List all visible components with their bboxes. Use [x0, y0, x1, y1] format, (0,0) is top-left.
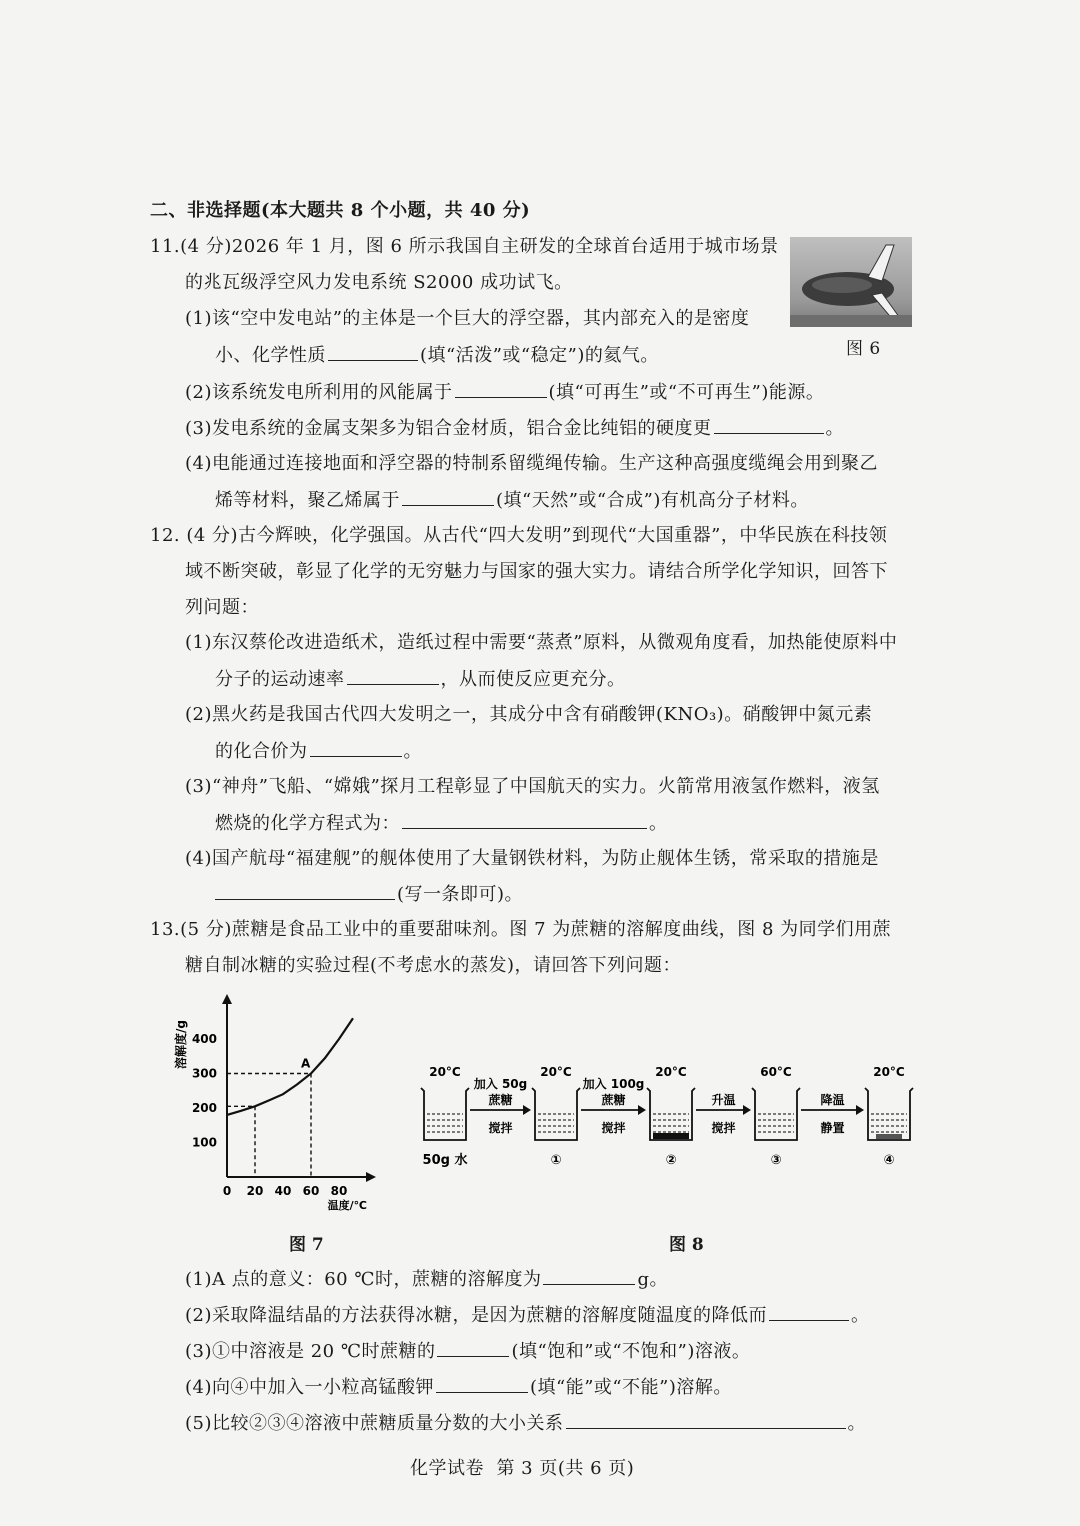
figure-8-diagram — [410, 1060, 920, 1175]
q11-line-1: 11.(4 分)2026 年 1 月，图 6 所示我国自主研发的全球首台适用于城市场景 — [150, 236, 779, 257]
beaker-temperature: 20°C — [873, 1065, 905, 1079]
q12-part4-a: (4)国产航母“福建舰”的舰体使用了大量钢铁材料，为防止舰体生锈，常采取的措施是 — [185, 848, 879, 869]
q11-part1-a: (1)该“空中发电站”的主体是一个巨大的浮空器，其内部充入的是密度 — [185, 308, 750, 329]
y-tick-label: 100 — [191, 1135, 217, 1150]
answer-blank[interactable] — [436, 1374, 528, 1393]
crystals — [876, 1134, 902, 1139]
x-tick-label: 40 — [274, 1184, 292, 1198]
y-tick-label: 400 — [191, 1032, 217, 1046]
beaker-temperature: 20°C — [540, 1065, 572, 1079]
q11-part4-a: (4)电能通过连接地面和浮空器的特制系留缆绳传输。生产这种高强度缆绳会用到聚乙 — [185, 453, 878, 474]
step-arrowhead — [743, 1105, 751, 1115]
q13-part2: (2)采取降温结晶的方法获得冰糖，是因为蔗糖的溶解度随温度的降低而 。 — [185, 1302, 870, 1329]
x-axis-arrow — [366, 1172, 376, 1182]
beaker-label: 50g 水 — [422, 1153, 468, 1168]
q11-line-2: 的兆瓦级浮空风力发电系统 S2000 成功试飞。 — [185, 272, 573, 293]
answer-blank[interactable] — [566, 1410, 846, 1429]
chart-guides — [227, 1074, 311, 1178]
chart-axes — [222, 994, 376, 1182]
q11-part1-b: 小、化学性质 (填“活泼”或“稳定”)的氦气。 — [215, 342, 659, 369]
beaker-temperature: 20°C — [655, 1065, 687, 1079]
answer-blank[interactable] — [402, 487, 494, 506]
answer-blank[interactable] — [714, 415, 824, 434]
figure-6-caption: 图 6 — [846, 339, 881, 359]
q11-part3: (3)发电系统的金属支架多为铝合金材质，铝合金比纯铝的硬度更 。 — [185, 415, 844, 442]
answer-blank[interactable] — [347, 666, 439, 685]
figure-7-chart — [165, 990, 405, 1220]
process-step — [581, 1076, 646, 1135]
beaker-label: ④ — [883, 1153, 895, 1168]
figure-6-photo — [790, 237, 912, 327]
q12-part3-b: 燃烧的化学方程式为： 。 — [215, 810, 668, 837]
step-label-bottom: 搅拌 — [711, 1121, 736, 1135]
answer-blank[interactable] — [215, 881, 395, 900]
answer-blank[interactable] — [769, 1302, 849, 1321]
q12-line-2: 域不断突破，彰显了化学的无穷魅力与国家的强大实力。请结合所学化学知识，回答下 — [185, 561, 888, 582]
step-label-bottom: 静置 — [820, 1121, 845, 1135]
q12-line-1: 12. (4 分)古今辉映，化学强国。从古代“四大发明”到现代“大国重器”，中华民族在科技领 — [150, 525, 888, 546]
step-label-top: 加入 50g — [473, 1077, 528, 1091]
beaker-label: ② — [665, 1153, 677, 1168]
beaker-label: ③ — [770, 1153, 782, 1168]
process-step — [470, 1076, 531, 1135]
step-arrowhead — [638, 1105, 646, 1115]
origin-label: 0 — [222, 1184, 232, 1198]
section-heading: 二、非选择题(本大题共 8 个小题，共 40 分) — [150, 200, 531, 221]
solubility-curve — [227, 1018, 353, 1115]
step-label-top: 降温 — [820, 1093, 845, 1107]
beaker — [865, 1065, 913, 1168]
q13-part3: (3)①中溶液是 20 ℃时蔗糖的 (填“饱和”或“不饱和”)溶液。 — [185, 1338, 750, 1365]
step-label-middle: 蔗糖 — [488, 1093, 513, 1107]
x-tick-label: 20 — [246, 1184, 264, 1198]
x-tick-label: 80 — [330, 1184, 348, 1198]
answer-blank[interactable] — [310, 738, 402, 757]
q12-line-3: 列问题： — [185, 597, 259, 618]
answer-blank[interactable] — [543, 1266, 635, 1285]
answer-blank[interactable] — [402, 810, 647, 829]
q13-part4: (4)向④中加入一小粒高锰酸钾 (填“能”或“不能”)溶解。 — [185, 1374, 732, 1401]
q11-part2: (2)该系统发电所利用的风能属于 (填“可再生”或“不可再生”)能源。 — [185, 379, 824, 406]
page-footer: 化学试卷 第 3 页(共 6 页) — [410, 1458, 635, 1479]
step-arrowhead — [856, 1105, 864, 1115]
q11-part4-b: 烯等材料，聚乙烯属于 (填“天然”或“合成”)有机高分子材料。 — [215, 487, 809, 514]
step-label-top: 升温 — [711, 1093, 736, 1107]
q12-part1-a: (1)东汉蔡伦改进造纸术，造纸过程中需要“蒸煮”原料，从微观角度看，加热能使原料中 — [185, 632, 898, 653]
beaker-temperature: 20°C — [429, 1065, 461, 1079]
point-a-label: A — [301, 1056, 311, 1071]
answer-blank[interactable] — [455, 379, 547, 398]
step-arrowhead — [523, 1105, 531, 1115]
step-label-top: 加入 100g — [582, 1077, 645, 1091]
y-axis-label: 溶解度/g — [174, 1020, 188, 1069]
undissolved-solid — [653, 1133, 689, 1139]
beaker-label: ① — [550, 1153, 562, 1168]
figure-8-caption: 图 8 — [669, 1235, 704, 1255]
figure-7-caption: 图 7 — [289, 1235, 324, 1255]
y-tick-label: 300 — [191, 1066, 217, 1081]
q12-part2-a: (2)黑火药是我国古代四大发明之一，其成分中含有硝酸钾(KNO₃)。硝酸钾中氮元素 — [185, 704, 873, 725]
beaker — [421, 1065, 469, 1168]
process-step — [801, 1092, 864, 1135]
q12-part1-b: 分子的运动速率 ，从而使反应更充分。 — [215, 666, 626, 693]
q13-line-2: 糖自制冰糖的实验过程(不考虑水的蒸发)，请回答下列问题： — [185, 955, 682, 976]
step-label-bottom: 搅拌 — [601, 1121, 626, 1135]
x-axis-label: 温度/℃ — [327, 1199, 367, 1212]
answer-blank[interactable] — [328, 342, 418, 361]
beaker — [752, 1065, 800, 1168]
q12-part4-b: (写一条即可)。 — [215, 881, 523, 908]
q12-part3-a: (3)“神舟”飞船、“嫦娥”探月工程彰显了中国航天的实力。火箭常用液氢作燃料，液氢 — [185, 776, 880, 797]
q13-part1: (1)A 点的意义：60 ℃时，蔗糖的溶解度为 g。 — [185, 1266, 668, 1293]
process-step — [696, 1092, 751, 1135]
step-label-middle: 蔗糖 — [601, 1093, 626, 1107]
q13-part5: (5)比较②③④溶液中蔗糖质量分数的大小关系 。 — [185, 1410, 866, 1437]
q13-line-1: 13.(5 分)蔗糖是食品工业中的重要甜味剂。图 7 为蔗糖的溶解度曲线，图 8 为同学们用蔗 — [150, 919, 892, 940]
y-tick-label: 200 — [191, 1101, 217, 1115]
y-axis-arrow — [222, 994, 232, 1004]
x-tick-label: 60 — [302, 1184, 320, 1198]
answer-blank[interactable] — [437, 1338, 509, 1357]
beaker-temperature: 60°C — [760, 1065, 792, 1079]
beaker — [647, 1065, 695, 1168]
chart-ticks — [192, 1032, 347, 1198]
step-label-bottom: 搅拌 — [488, 1121, 513, 1135]
q12-part2-b: 的化合价为 。 — [215, 738, 422, 765]
beaker — [532, 1065, 580, 1168]
